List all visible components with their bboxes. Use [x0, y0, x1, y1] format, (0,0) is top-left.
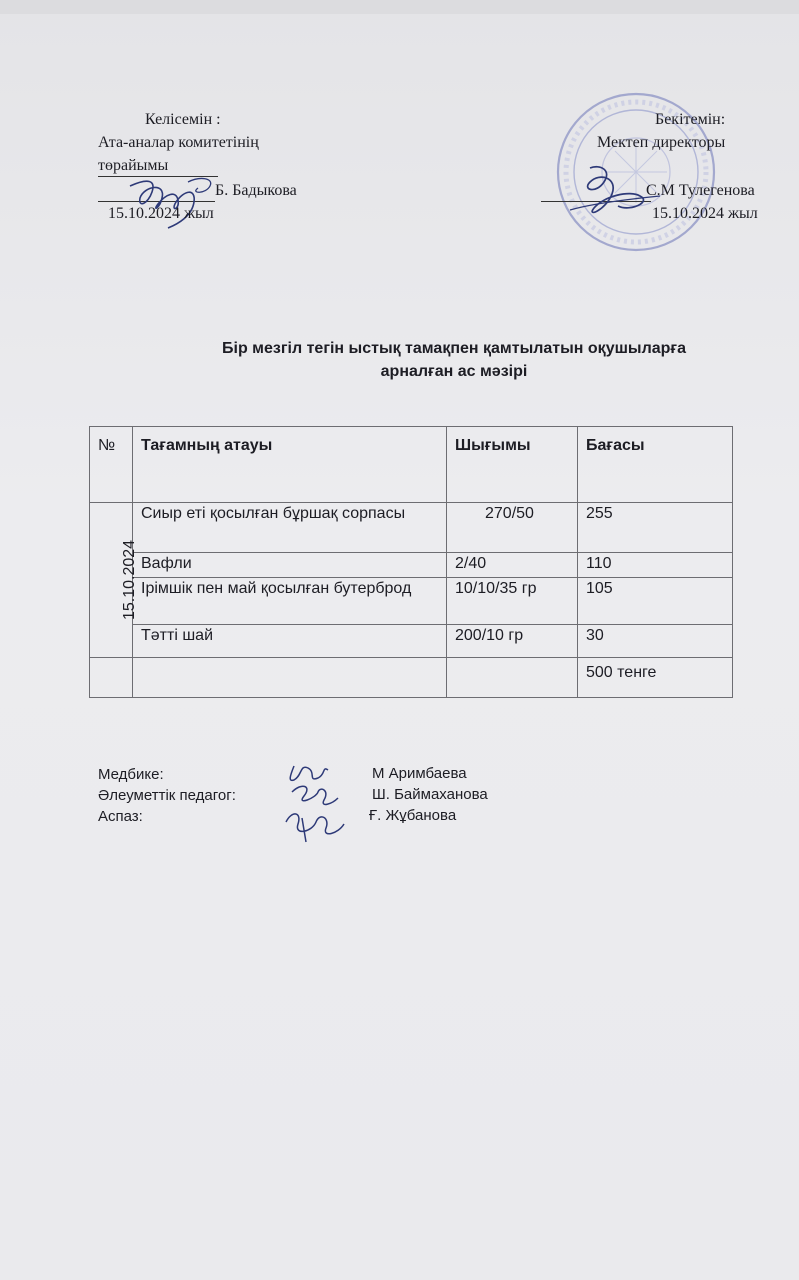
header-dish-name: Тағамның атауы [133, 427, 447, 503]
approved-date: 15.10.2024 жыл [652, 205, 758, 222]
header-number: № [90, 427, 133, 503]
menu-table [89, 426, 733, 698]
page-top-edge [0, 0, 799, 14]
agreed-date: 15.10.2024 жыл [108, 205, 214, 222]
table-row [90, 625, 733, 658]
dish-yield: 270/50 [447, 503, 578, 553]
approved-position: Мектеп директоры [597, 134, 726, 151]
approved-name: С.М Тулегенова [646, 182, 755, 199]
agreed-position-line1: Ата-аналар комитетінің [98, 134, 259, 151]
staff-signatures [272, 752, 372, 846]
dish-price: 255 [578, 503, 733, 553]
table-total-row [90, 658, 733, 698]
document-title-line2: арналған ас мәзірі [380, 363, 528, 380]
empty-cell [90, 658, 133, 698]
table-row [90, 503, 733, 553]
role-cook: Аспаз: [98, 808, 143, 825]
document-title-line1: Бір мезгіл тегін ыстық тамақпен қамтылатын оқушыларға [222, 340, 686, 357]
cook-name: Ғ. Жұбанова [369, 807, 457, 824]
dish-price: 105 [578, 578, 733, 625]
nurse-name: М Аримбаева [372, 765, 467, 782]
dish-name: Ірімшік пен май қосылған бутерброд [133, 578, 447, 625]
empty-cell [447, 658, 578, 698]
dish-yield: 200/10 гр [447, 625, 578, 658]
dish-yield: 10/10/35 гр [447, 578, 578, 625]
dish-yield: 2/40 [447, 553, 578, 578]
table-row [90, 553, 733, 578]
approved-label: Бекітемін: [655, 111, 726, 128]
table-row [90, 578, 733, 625]
dish-price: 110 [578, 553, 733, 578]
agreed-label: Келісемін : [145, 111, 221, 128]
social-pedagogue-name: Ш. Баймаханова [372, 786, 488, 803]
empty-cell [133, 658, 447, 698]
agreed-position-line2: төрайымы [98, 157, 169, 174]
table-header-row [90, 427, 733, 503]
header-price: Бағасы [578, 427, 733, 503]
header-yield: Шығымы [447, 427, 578, 503]
role-social-pedagogue: Әлеуметтік педагог: [98, 787, 236, 804]
menu-date: 15.10.2024 [121, 539, 139, 621]
dish-name: Сиыр еті қосылған бұршақ сорпасы [133, 503, 447, 553]
role-nurse: Медбике: [98, 766, 164, 783]
total-price: 500 тенге [578, 658, 733, 698]
dish-name: Вафли [133, 553, 447, 578]
dish-price: 30 [578, 625, 733, 658]
menu-date-cell [90, 503, 139, 658]
agreed-name: Б. Бадыкова [215, 182, 297, 199]
dish-name: Тәтті шай [133, 625, 447, 658]
